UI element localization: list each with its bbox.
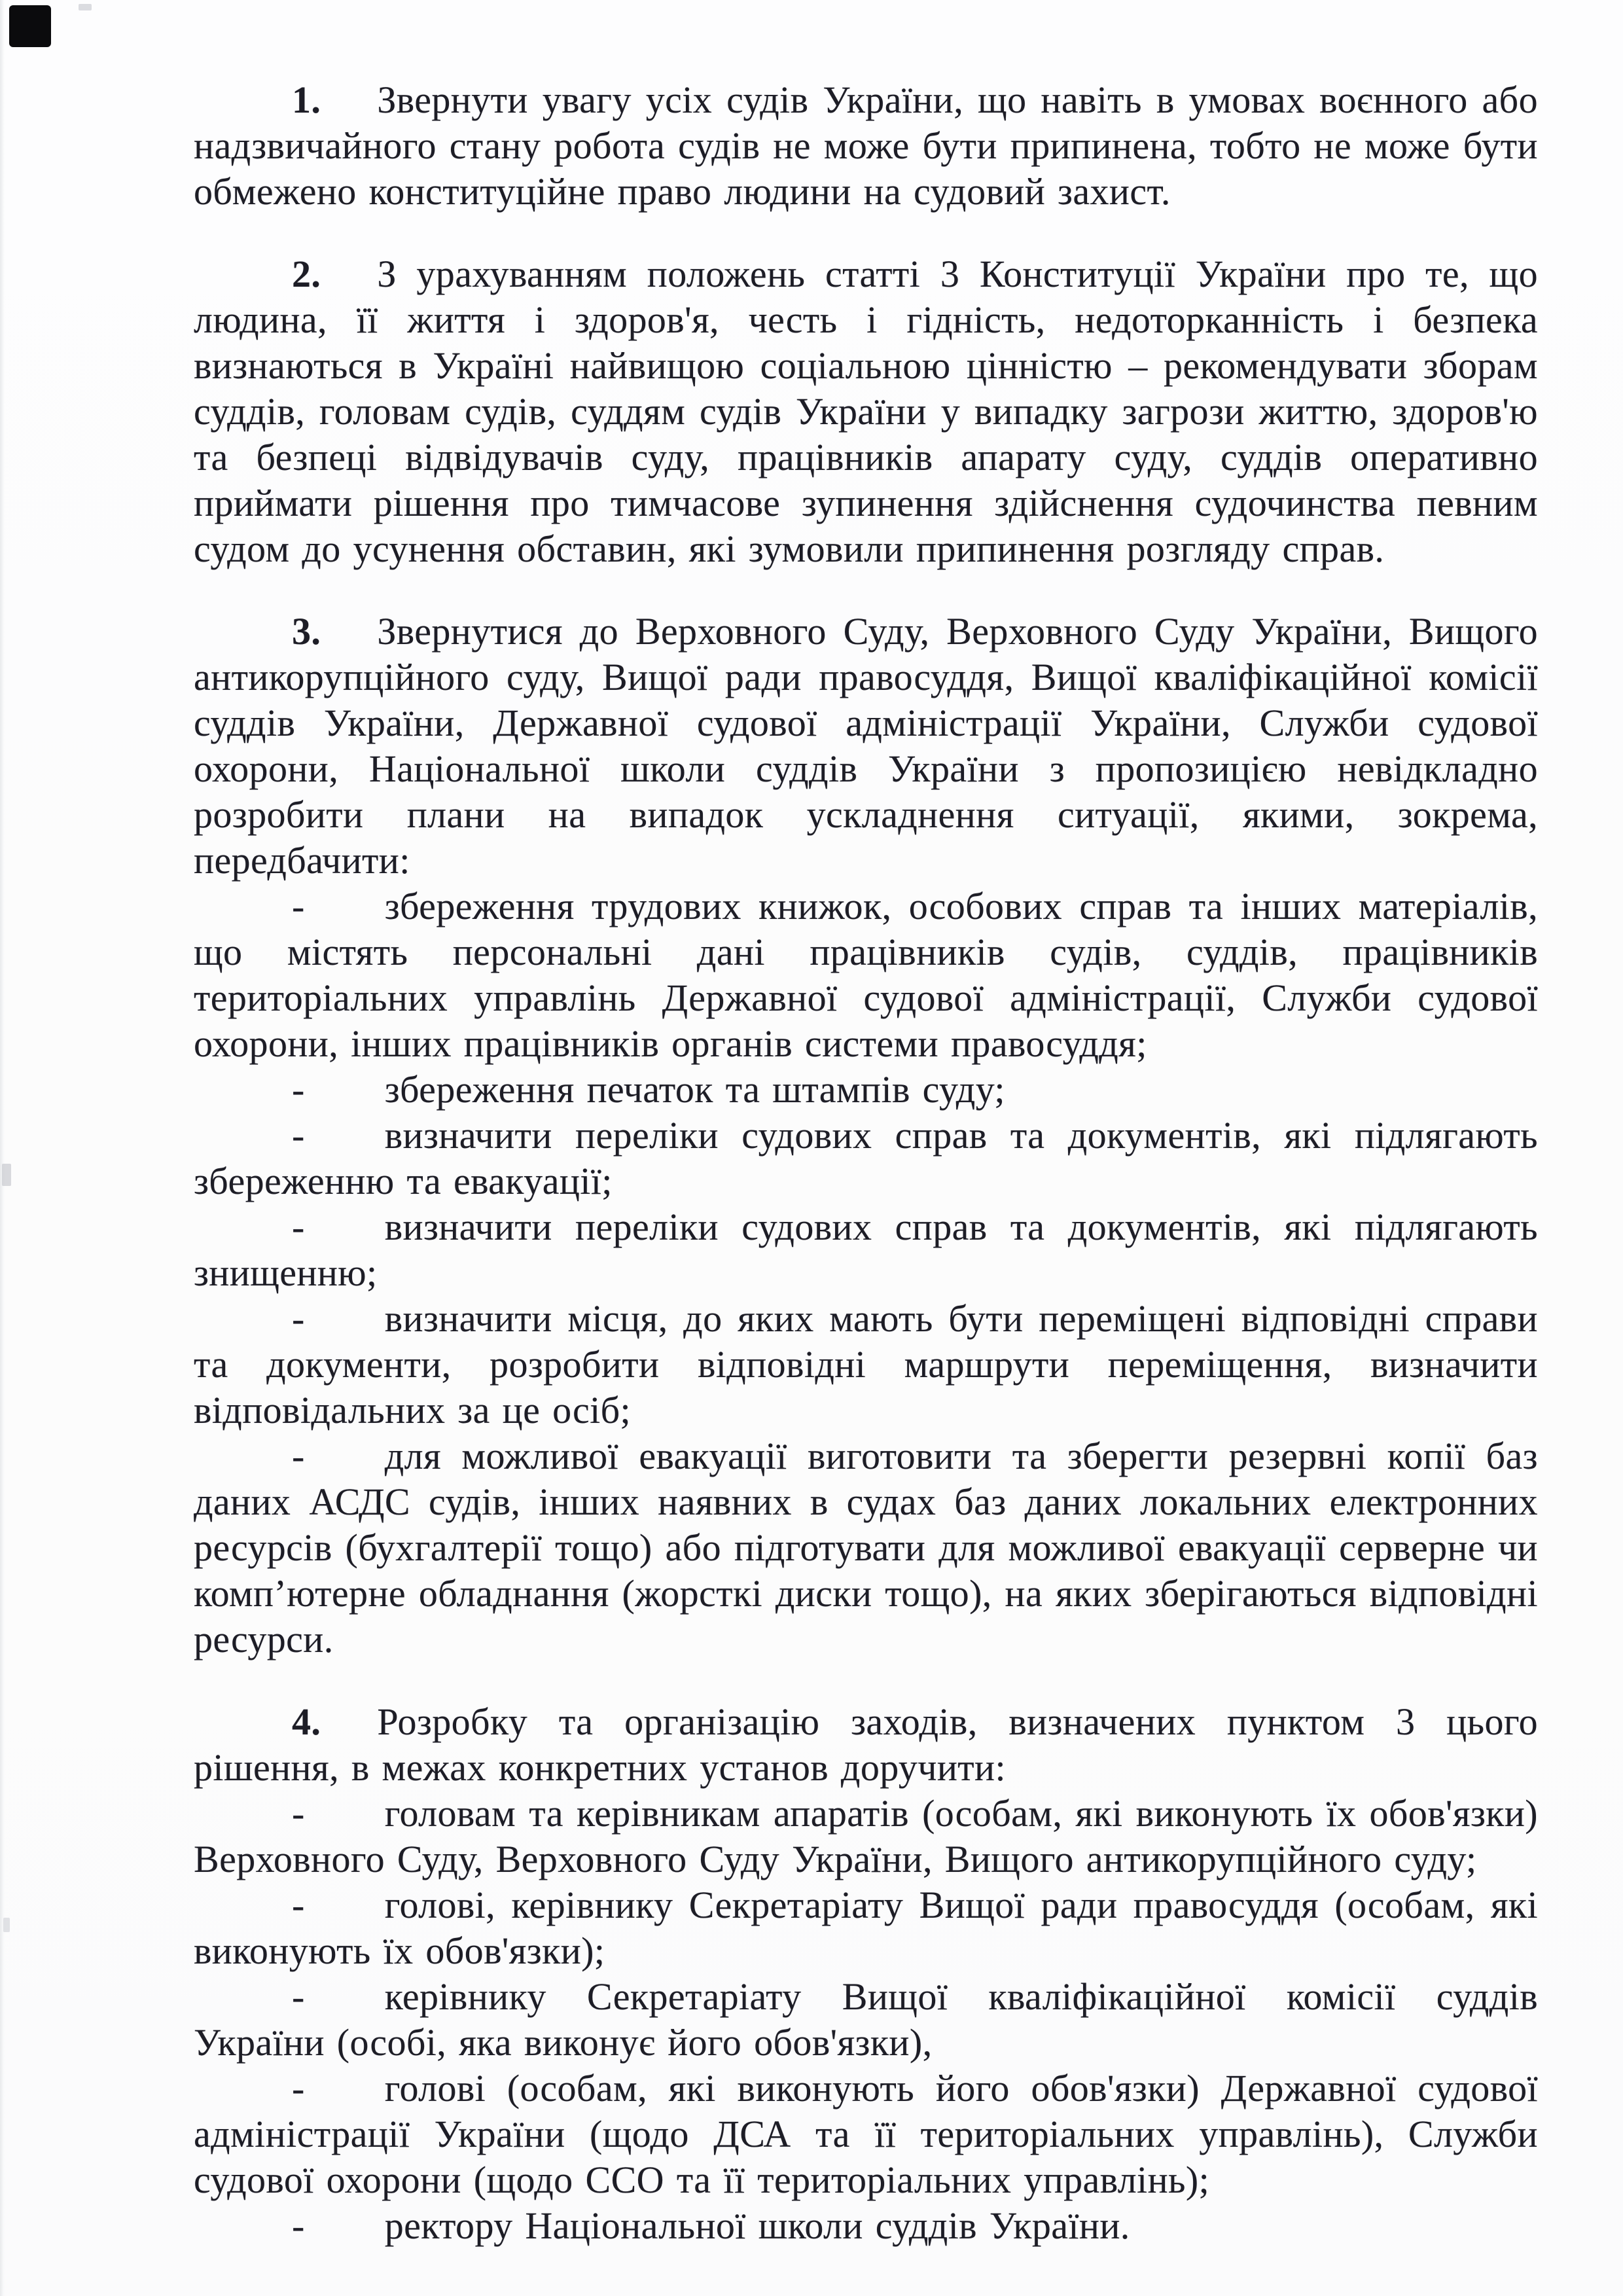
dash-item	[194, 1204, 1538, 1296]
numbered-paragraph	[194, 251, 1538, 572]
dash-marker: -	[292, 1068, 305, 1111]
paragraph-text: Розробку та організацію заходів, визначених пунктом 3 цього рішення, в межах конкретних установ доручити:	[194, 1700, 1538, 1789]
paragraph-text: керівнику Секретаріату Вищої кваліфікаційної комісії суддів України (особі, яка виконує його обов'язки),	[194, 1975, 1538, 2064]
document-body	[194, 77, 1538, 2249]
numbered-paragraph	[194, 609, 1538, 884]
dash-item	[194, 2203, 1538, 2249]
dash-marker: -	[292, 1297, 305, 1340]
dash-item	[194, 1296, 1538, 1433]
paragraph-text: визначити переліки судових справ та документів, які підлягають збереженню та евакуації;	[194, 1114, 1538, 1202]
dash-item	[194, 1067, 1538, 1113]
paragraph-text: визначити переліки судових справ та документів, які підлягають знищенню;	[194, 1206, 1538, 1294]
dash-item	[194, 884, 1538, 1067]
dash-item	[194, 1791, 1538, 1882]
paragraph-text: головам та керівникам апаратів (особам, які виконують їх обов'язки) Верховного Суду, Верховного Суду України, Вищого антикорупційного суду;	[194, 1792, 1538, 1880]
dash-marker: -	[292, 1206, 305, 1248]
paragraph-text: голові (особам, які виконують його обов'язки) Державної судової адміністрації України (щодо ДСА та її територіальних управлінь), Служби судової охорони (щодо ССО та її територіальних управлінь);	[194, 2067, 1538, 2201]
dash-marker: -	[292, 2204, 305, 2247]
paragraph-text: Звернути увагу усіх судів України, що навіть в умовах воєнного або надзвичайного стану робота судів не може бути припинена, тобто не може бути обмежено конституційне право людини на судовий захист.	[194, 79, 1538, 213]
dash-item	[194, 1974, 1538, 2066]
dash-item	[194, 1882, 1538, 1974]
dash-marker: -	[292, 1114, 305, 1157]
scan-speck	[2, 1164, 11, 1186]
scan-speck	[79, 4, 92, 10]
paragraph-number: 2.	[292, 253, 321, 295]
numbered-paragraph	[194, 1699, 1538, 1791]
dash-marker: -	[292, 1435, 305, 1477]
paragraph-text: збереження печаток та штампів суду;	[384, 1068, 1005, 1111]
paragraph-text: З урахуванням положень статті 3 Конституції України про те, що людина, її життя і здоров'я, честь і гідність, недоторканність і безпека визнаються в Україні найвищою соціальною цінністю – рекомендувати зборам суддів, головам судів, суддям судів України у випадку загрози життю, здоров'ю та безпеці відвідувачів суду, працівників апарату суду, суддів оперативно приймати рішення про тимчасове зупинення здійснення судочинства певним судом до усунення обставин, які зумовили припинення розгляду справ.	[194, 253, 1538, 570]
dash-item	[194, 1433, 1538, 1662]
scan-speck	[3, 1918, 10, 1932]
dash-marker: -	[292, 2067, 305, 2109]
dash-marker: -	[292, 885, 305, 927]
paragraph-text: голові, керівнику Секретаріату Вищої ради правосуддя (особам, які виконують їх обов'язки);	[194, 1884, 1538, 1972]
paragraph-text: ректору Національної школи суддів України.	[384, 2204, 1130, 2247]
paragraph-text: визначити місця, до яких мають бути переміщені відповідні справи та документи, розробити відповідні маршрути переміщення, визначити відповідальних за це осіб;	[194, 1297, 1538, 1431]
dash-item	[194, 2066, 1538, 2203]
dash-marker: -	[292, 1975, 305, 2018]
dash-item	[194, 1113, 1538, 1204]
paragraph-text: збереження трудових книжок, особових справ та інших матеріалів, що містять персональні дані працівників судів, суддів, працівників територіальних управлінь Державної судової адміністрації, Служби судової охорони, інших працівників органів системи правосуддя;	[194, 885, 1538, 1065]
dash-marker: -	[292, 1884, 305, 1926]
scan-edge-shadow	[0, 0, 5, 2296]
paragraph-number: 3.	[292, 610, 321, 653]
dash-marker: -	[292, 1792, 305, 1835]
paragraph-text: Звернутися до Верховного Суду, Верховного Суду України, Вищого антикорупційного суду, Вищої ради правосуддя, Вищої кваліфікаційної комісії суддів України, Державної судової адміністрації України, Служби судової охорони, Національної школи суддів України з пропозицією невідкладно розробити плани на випадок ускладнення ситуації, якими, зокрема, передбачити:	[194, 610, 1538, 882]
paragraph-number: 1.	[292, 79, 321, 121]
paragraph-number: 4.	[292, 1700, 321, 1743]
numbered-paragraph	[194, 77, 1538, 215]
paragraph-text: для можливої евакуації виготовити та зберегти резервні копії баз даних АСДС судів, інших наявних в судах баз даних локальних електронних ресурсів (бухгалтерії тощо) або підготувати для можливої евакуації серверне чи комп’ютерне обладнання (жорсткі диски тощо), на яких зберігаються відповідні ресурси.	[194, 1435, 1538, 1660]
scan-corner-mark	[9, 5, 51, 47]
